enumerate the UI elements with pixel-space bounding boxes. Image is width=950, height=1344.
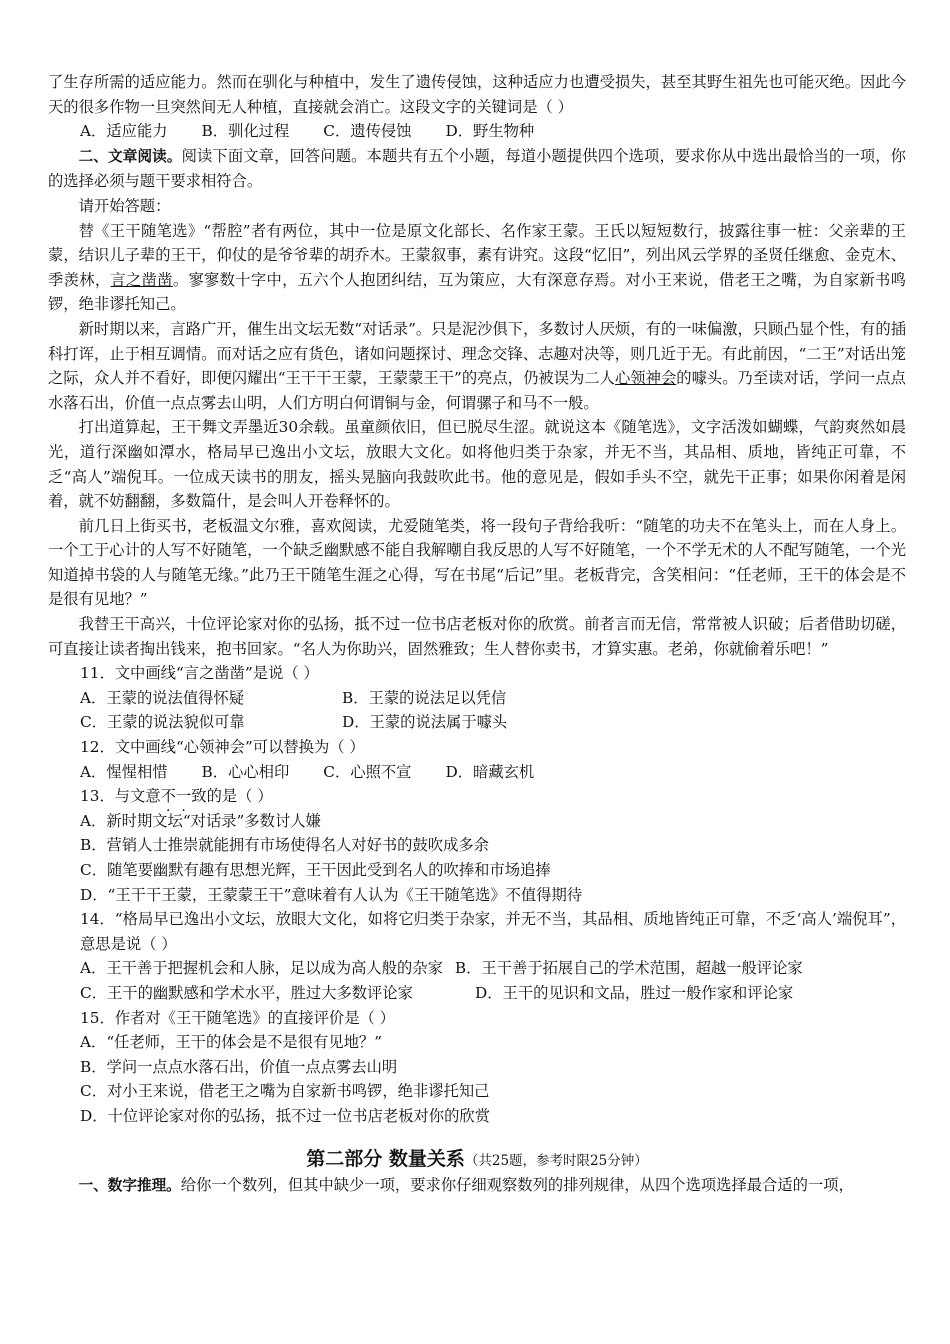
q14-options-row2 (48, 981, 906, 1006)
q15-option-d: D．十位评论家对你的弘扬，抵不过一位书店老板对你的欣赏 (80, 1106, 490, 1125)
part2-instruction: 一、数字推理。给你一个数列，但其中缺少一项，要求你仔细观察数列的排列规律，从四个选项选择最合适的一项， (78, 1176, 854, 1195)
part2-note: （共25题，参考时限25分钟） (464, 1152, 648, 1169)
q14-option-b: B．王干善于拓展自己的学术范围，超越一般评论家 (454, 959, 803, 978)
q13-option-c: C．随笔要幽默有趣有思想光辉，王干因此受到名人的吹捧和市场追捧 (80, 861, 551, 879)
part2-lead: 一、数字推理。 (78, 1177, 181, 1195)
section2-lead: 二、文章阅读。 (78, 147, 182, 165)
exam-page (48, 70, 906, 1199)
underlined-phrase-1: 言之凿凿 (110, 270, 173, 289)
article-paragraph-1: 替《王干随笔选》“帮腔”者有两位，其中一位是原文化部长、名作家王蒙。王氏以短短数行，披露往事一桩：父亲辈的王蒙，结识儿子辈的王干，仰仗的是爷爷辈的胡乔木。王蒙叙事，素有讲究。这段“忆旧”，列出风云学界的圣贤任继愈、金克木、季羡林，言之凿凿。寥寥数十字中，五六个人抱团纠结，互为策应，大有深意存焉。对小王来说，借老王之嘴，为自家新书鸣锣，绝非谬托知己。 (48, 221, 906, 314)
q14-option-d: D．王干的见识和文品，胜过一般作家和评论家 (475, 983, 794, 1002)
q11-option-c: C．王蒙的说法貌似可靠 (80, 713, 245, 732)
q12-option-a: A．惺惺相惜 (80, 762, 168, 781)
section2-text: 阅读下面文章，回答问题。本题共有五个小题，每道小题提供四个选项，要求你从中选出最恰当的一项，你的选择必须与题干要求相符合。 (48, 146, 906, 191)
q11-options-row2 (48, 710, 906, 735)
q10-option-c: C．遗传侵蚀 (323, 122, 412, 141)
q11-option-d: D．王蒙的说法属于噱头 (342, 713, 508, 732)
q14-options-row1 (48, 956, 906, 981)
article-paragraph-2: 新时期以来，言路广开，催生出文坛无数“对话录”。只是泥沙俱下，多数讨人厌烦，有的一味偏激，只顾凸显个性，有的插科打诨，止于相互调情。而对话之应有货色，诸如问题探讨、理念交锋、志趣对决等，则几近于无。有此前因，“二王”对话出笼之际，众人并不看好，即便闪耀出“王干干王蒙，王蒙蒙王干”的亮点，仍被误为二人心领神会的噱头。乃至读对话，学问一点点水落石出，价值一点点雾去山明，人们方明白何谓铜与金，何谓骡子和马不一般。 (48, 319, 906, 412)
q11-option-b: B．王蒙的说法足以凭信 (342, 688, 507, 707)
q12-options (48, 760, 906, 785)
q15-option-a: A．“任老师，王干的体会是不是很有见地？” (80, 1033, 383, 1052)
q11-options-row1 (48, 686, 906, 711)
article-paragraph-4: 前几日上街买书，老板温文尔雅，喜欢阅读，尤爱随笔类，将一段句子背给我听：“随笔的功夫不在笔头上，而在人身上。一个工于心计的人写不好随笔，一个缺乏幽默感不能自我解嘲自我反思的人写不好随笔，一个不学无术的人不配写随笔，一个光知道掉书袋的人与随笔无缘。”此乃王干随笔生涯之心得，写在书尾“后记”里。老板背完，含笑相问：“任老师，王干的体会是不是很有见地？” (48, 516, 906, 609)
q15-option-c: C．对小王来说，借老王之嘴为自家新书鸣锣，绝非谬托知己 (80, 1082, 490, 1101)
q10-option-a: A．适应能力 (80, 122, 168, 141)
q14-option-c: C．王干的幽默感和学术水平，胜过大多数评论家 (80, 983, 413, 1002)
section2-instruction (48, 144, 906, 194)
article-paragraph-3: 打出道算起，王干舞文弄墨近30余载。虽童颜依旧，但已脱尽生涩。就说这本《随笔选》，文字活泼如蝴蝶，气韵爽然如晨光，道行深幽如潭水，格局早已逸出小文坛，放眼大文化。如将他归类于杂家，并无不当，其品相、质地，皆纯正可靠，不乏“高人”端倪耳。一位成天读书的朋友，摇头晃脑向我鼓吹此书。他的意见是，假如手头不空，就先干正事；如果你闲着是闲着，就不妨翻翻，多数篇什，是会叫人开卷释怀的。 (48, 418, 906, 511)
q15-stem: 15．作者对《王干随笔选》的直接评价是（ ） (80, 1008, 395, 1027)
q10-option-d: D．野生物种 (445, 122, 535, 141)
article-paragraph-5: 我替王干高兴，十位评论家对你的弘扬，抵不过一位书店老板对你的欣赏。前者言而无信，常常被人识破；后者借助切磋，可直接让读者掏出钱来，抱书回家。“名人为你助兴，固然雅致；生人替你卖书，才算实惠。老弟，你就偷着乐吧！” (48, 615, 906, 658)
q14-stem: 14．“格局早已逸出小文坛，放眼大文化，如将它归类于杂家，并无不当，其品相、质地皆纯正可靠，不乏‘高人’端倪耳”，意思是说（ ） (80, 910, 906, 953)
q13-stem: 13．与文意不一致的是（ ） (80, 787, 273, 806)
q13-option-b: B．营销人士推崇就能拥有市场使得名人对好书的鼓吹成多余 (80, 836, 489, 855)
q12-stem: 12．文中画线“心领神会”可以替换为（ ） (80, 738, 365, 757)
q15-option-b: B．学问一点点水落石出，价值一点点雾去山明 (80, 1057, 398, 1076)
q10-passage: 了生存所需的适应能力。然而在驯化与种植中，发生了遗传侵蚀，这种适应力也遭受损失，甚至其野生祖先也可能灭绝。因此今天的很多作物一旦突然间无人种植，直接就会消亡。这段文字的关键词是（ ） (48, 73, 906, 116)
q11-option-a: A．王蒙的说法值得怀疑 (80, 688, 245, 707)
emphasis-dot-char-1: 不 (160, 787, 176, 806)
q12-option-b: B．心心相印 (201, 762, 290, 781)
q10-option-b: B．驯化过程 (201, 122, 290, 141)
start-prompt: 请开始答题： (78, 196, 171, 215)
q13-option-d: D．“王干干王蒙，王蒙蒙王干”意味着有人认为《王干随笔选》不值得期待 (80, 885, 583, 904)
q12-option-d: D．暗藏玄机 (445, 762, 535, 781)
part2-title: 第二部分 数量关系（共25题，参考时限25分钟） (306, 1147, 648, 1170)
q14-option-a: A．王干善于把握机会和人脉，足以成为高人般的杂家 (80, 959, 443, 978)
underlined-phrase-2: 心领神会 (615, 369, 677, 388)
q10-options (48, 119, 906, 144)
q12-option-c: C．心照不宣 (323, 762, 412, 781)
q13-option-a: A．新时期文坛“对话录”多数讨人嫌 (80, 811, 321, 830)
q11-stem: 11．文中画线“言之凿凿”是说（ ） (80, 664, 319, 683)
emphasis-dot-char-2: 一 (175, 787, 192, 806)
